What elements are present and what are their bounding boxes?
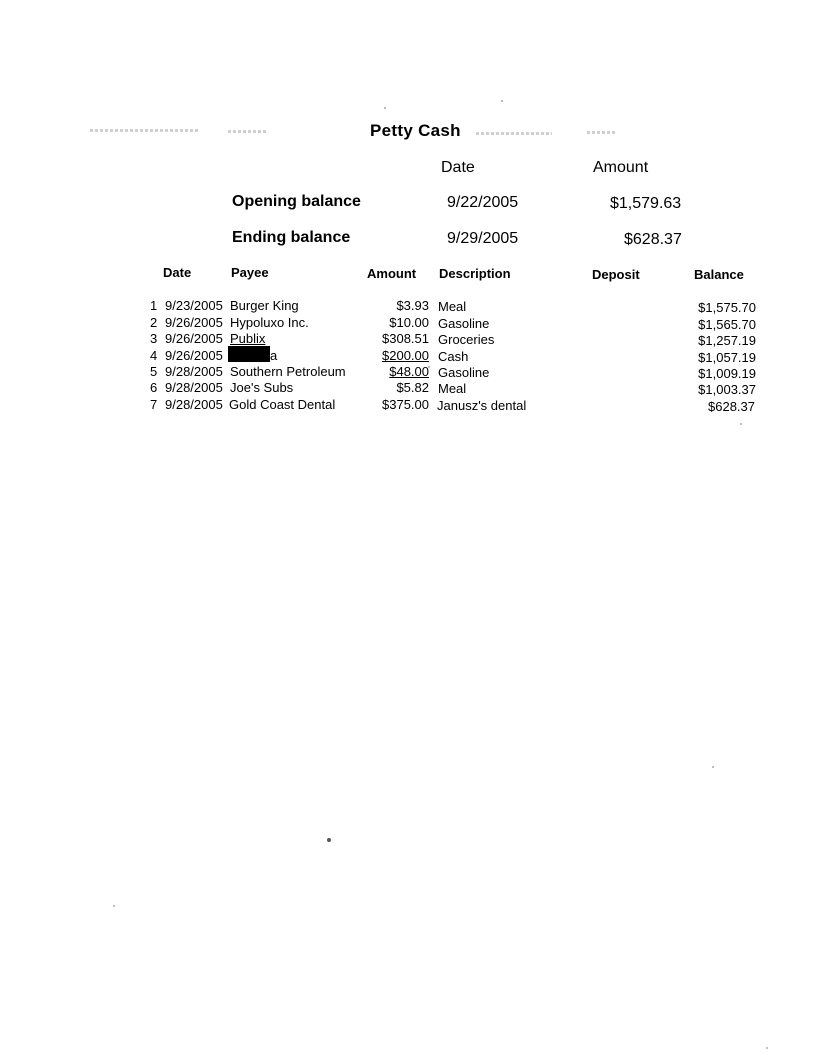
row-balance: $1,009.19 [698, 366, 756, 381]
row-payee: Burger King [230, 298, 299, 313]
row-amount: $308.51 [382, 331, 429, 346]
scan-speck [327, 838, 331, 842]
row-amount: $375.00 [382, 397, 429, 412]
row-description: Gasoline [438, 365, 490, 380]
row-description: Groceries [438, 332, 495, 347]
row-payee: a [270, 348, 278, 363]
row-date: 9/28/2005 [165, 364, 223, 379]
scan-speck [113, 905, 115, 907]
scan-speck [766, 1047, 768, 1049]
scan-speck [740, 423, 742, 425]
row-number: 1 [150, 298, 158, 313]
row-balance: $1,003.37 [698, 382, 756, 397]
row-payee: Hypoluxo Inc. [230, 315, 309, 330]
row-date: 9/26/2005 [165, 348, 223, 363]
scan-speck [712, 766, 714, 768]
opening-balance-label: Opening balance [232, 193, 361, 210]
summary-date-header: Date [441, 159, 475, 176]
scan-speck [384, 107, 386, 109]
row-number: 5 [150, 364, 158, 379]
column-header-amount: Amount [367, 266, 417, 281]
column-header-deposit: Deposit [592, 267, 640, 282]
row-date: 9/28/2005 [165, 380, 223, 395]
opening-balance-amount: $1,579.63 [610, 195, 682, 212]
row-number: 2 [150, 315, 158, 330]
scan-artifact [90, 129, 200, 132]
ending-balance-amount: $628.37 [624, 231, 682, 248]
row-number: 3 [150, 331, 158, 346]
row-balance: $628.37 [708, 399, 755, 414]
row-description: Gasoline [438, 316, 490, 331]
row-number: 6 [150, 380, 158, 395]
row-description: Meal [438, 381, 467, 396]
row-number: 7 [150, 397, 158, 412]
scan-artifact [476, 132, 552, 135]
row-balance: $1,257.19 [698, 333, 756, 348]
row-amount: $200.00 [382, 348, 429, 363]
row-payee: Publix [230, 331, 266, 346]
column-header-balance: Balance [694, 267, 744, 282]
summary-amount-header: Amount [593, 159, 649, 176]
ending-balance-date: 9/29/2005 [447, 230, 519, 247]
column-header-payee: Payee [231, 265, 269, 280]
row-balance: $1,575.70 [698, 300, 756, 315]
row-balance: $1,057.19 [698, 350, 756, 365]
row-description: Meal [438, 299, 467, 314]
scan-artifact [228, 130, 266, 133]
column-header-description: Description [439, 266, 511, 281]
row-description: Janusz's dental [437, 398, 527, 413]
ending-balance-label: Ending balance [232, 229, 351, 246]
row-date: 9/28/2005 [165, 397, 223, 412]
row-description: Cash [438, 349, 469, 364]
scan-speck [501, 100, 503, 102]
row-payee: Gold Coast Dental [229, 397, 336, 412]
row-amount: $48.00 [389, 364, 429, 379]
row-payee: Joe's Subs [230, 380, 294, 395]
row-date: 9/23/2005 [165, 298, 223, 313]
row-balance: $1,565.70 [698, 317, 756, 332]
row-number: 4 [150, 348, 158, 363]
page-title: Petty Cash [370, 121, 461, 140]
scan-artifact [587, 131, 617, 134]
opening-balance-date: 9/22/2005 [447, 194, 519, 211]
row-amount: $3.93 [396, 298, 429, 313]
row-date: 9/26/2005 [165, 331, 223, 346]
row-amount: $10.00 [389, 315, 429, 330]
row-payee: Southern Petroleum [230, 364, 346, 379]
row-date: 9/26/2005 [165, 315, 223, 330]
column-header-date: Date [163, 265, 192, 280]
row-amount: $5.82 [396, 380, 429, 395]
redaction-block [228, 346, 270, 362]
